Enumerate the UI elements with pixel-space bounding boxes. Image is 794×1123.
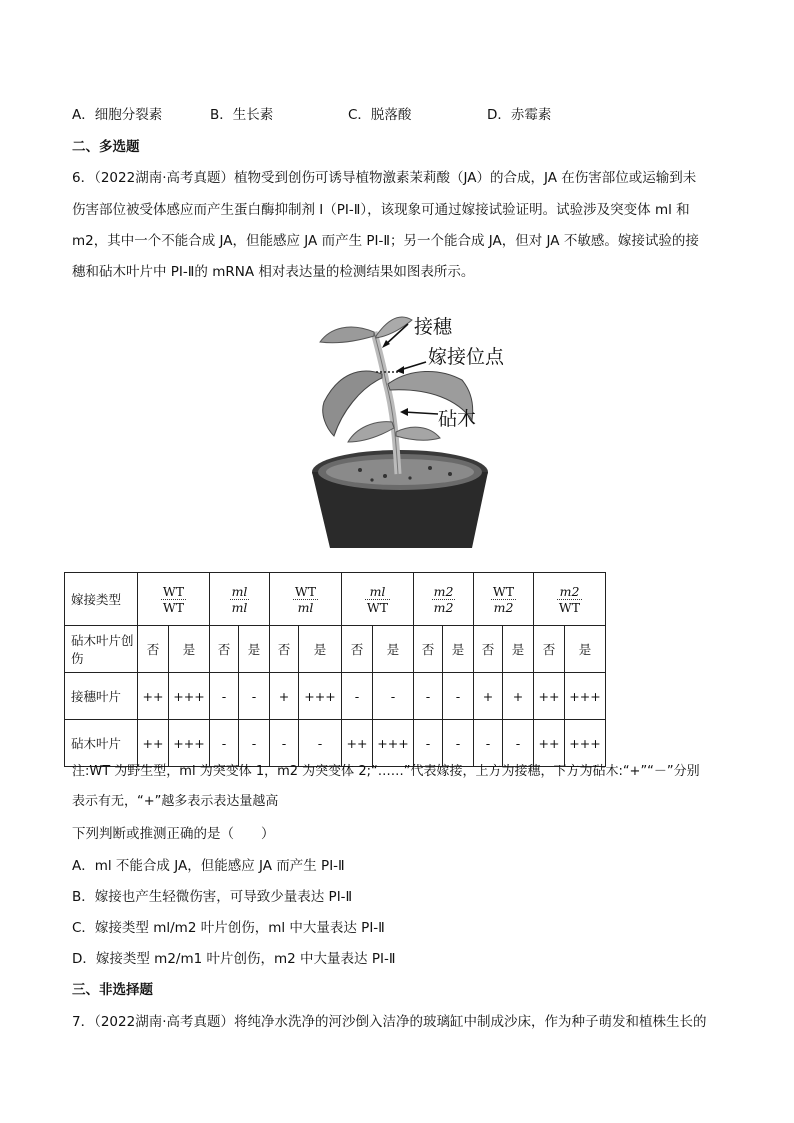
table-cell: 否 [414,626,443,673]
table-cell: ++ [138,720,169,767]
grafted-plant-figure [290,302,530,554]
table-cell: - [299,720,342,767]
table-cell: - [210,720,239,767]
table-cell: - [474,720,503,767]
option-d: D．赤霉素 [487,107,552,123]
table-note-line-2: 表示有无，“+”越多表示表达量越高 [72,794,279,809]
table-cell: 是 [503,626,534,673]
answer-option-a: A．ml 不能合成 JA，但能感应 JA 而产生 PI-Ⅱ [72,858,345,874]
table-cell: - [443,673,474,720]
question-prompt: 下列判断或推测正确的是（ ） [72,826,275,842]
answer-option-d: D．嫁接类型 m2/m1 叶片创伤，m2 中大量表达 PI-Ⅱ [72,951,396,967]
label-rootstock: 砧木 [438,408,477,430]
table-cell: ++ [534,720,565,767]
table-cell: 否 [474,626,503,673]
row-header-graft-type: 嫁接类型 [65,573,138,626]
question6-line-4: 穗和砧木叶片中 PI-Ⅱ的 mRNA 相对表达量的检测结果如图表所示。 [72,264,475,280]
table-cell: 是 [565,626,606,673]
table-cell: 是 [239,626,270,673]
table-cell: 否 [342,626,373,673]
graft-type-cell: $\frac{m2}{m2}$ [414,573,474,626]
table-cell: 是 [299,626,342,673]
table-row [65,573,606,626]
question6-line-2: 伤害部位被受体感应而产生蛋白酶抑制剂 I（PI-Ⅱ），该现象可通过嫁接试验证明。试验涉及突变体 ml 和 [72,202,690,218]
table-cell: - [414,673,443,720]
question7-line-1: 7．（2022湖南·高考真题）将纯净水洗净的河沙倒入洁净的玻璃缸中制成沙床，作为种子萌发和植株生长的 [72,1014,707,1030]
table-cell: 否 [270,626,299,673]
section-heading-multiple-choice: 二、多选题 [72,139,140,155]
table-cell: ++ [534,673,565,720]
table-row [65,626,606,673]
table-cell: - [239,673,270,720]
table-cell: 否 [210,626,239,673]
graft-type-cell: $\frac{WT}{ml}$ [270,573,342,626]
table-row [65,673,606,720]
question6-line-3: m2，其中一个不能合成 JA，但能感应 JA 而产生 PI-Ⅱ；另一个能合成 JA，但对 JA 不敏感。嫁接试验的接 [72,233,699,249]
table-cell: +++ [373,720,414,767]
table-cell: - [443,720,474,767]
answer-option-c: C．嫁接类型 ml/m2 叶片创伤，ml 中大量表达 PI-Ⅱ [72,920,385,936]
graft-type-cell: $\frac{ml}{ml}$ [210,573,270,626]
graft-results-table [64,572,606,767]
grafted-plant-illustration [290,302,530,554]
option-b: B．生长素 [210,107,274,123]
question6-line-1: 6．（2022湖南·高考真题）植物受到创伤可诱导植物激素茉莉酸（JA）的合成，JA 在伤害部位或运输到未 [72,170,697,186]
table-cell: +++ [169,720,210,767]
answer-option-b: B．嫁接也产生轻微伤害，可导致少量表达 PI-Ⅱ [72,889,353,905]
table-cell: 否 [138,626,169,673]
table-cell: + [474,673,503,720]
table-cell: 是 [443,626,474,673]
row-header-rootstock-leaf: 砧木叶片 [65,720,138,767]
table-cell: +++ [565,673,606,720]
table-cell: +++ [169,673,210,720]
section-heading-non-choice: 三、非选择题 [72,982,153,998]
table-cell: - [503,720,534,767]
table-cell: +++ [299,673,342,720]
graft-type-cell: $\frac{WT}{m2}$ [474,573,534,626]
table-cell: ++ [342,720,373,767]
graft-type-cell: $\frac{ml}{WT}$ [342,573,414,626]
table-cell: - [342,673,373,720]
label-graft-point: 嫁接位点 [428,346,505,368]
table-cell: +++ [565,720,606,767]
table-note-line-1: 注:WT 为野生型，ml 为突变体 1，m2 为突变体 2;“……”代表嫁接，上方为接穗，下方为砧木:“+”“－”分别 [72,764,700,779]
row-header-wound: 砧木叶片创伤 [65,626,138,673]
table-cell: ++ [138,673,169,720]
table-cell: + [503,673,534,720]
graft-type-cell: $\frac{m2}{WT}$ [534,573,606,626]
table-cell: 是 [169,626,210,673]
table-cell: - [210,673,239,720]
table-cell: 是 [373,626,414,673]
label-scion: 接穗 [414,316,453,338]
row-header-scion-leaf: 接穗叶片 [65,673,138,720]
table-cell: - [270,720,299,767]
graft-type-cell: $\frac{WT}{WT}$ [138,573,210,626]
table-cell: 否 [534,626,565,673]
table-cell: + [270,673,299,720]
option-c: C．脱落酸 [348,107,412,123]
table-cell: - [239,720,270,767]
table-cell: - [373,673,414,720]
option-a: A．细胞分裂素 [72,107,163,123]
table-cell: - [414,720,443,767]
